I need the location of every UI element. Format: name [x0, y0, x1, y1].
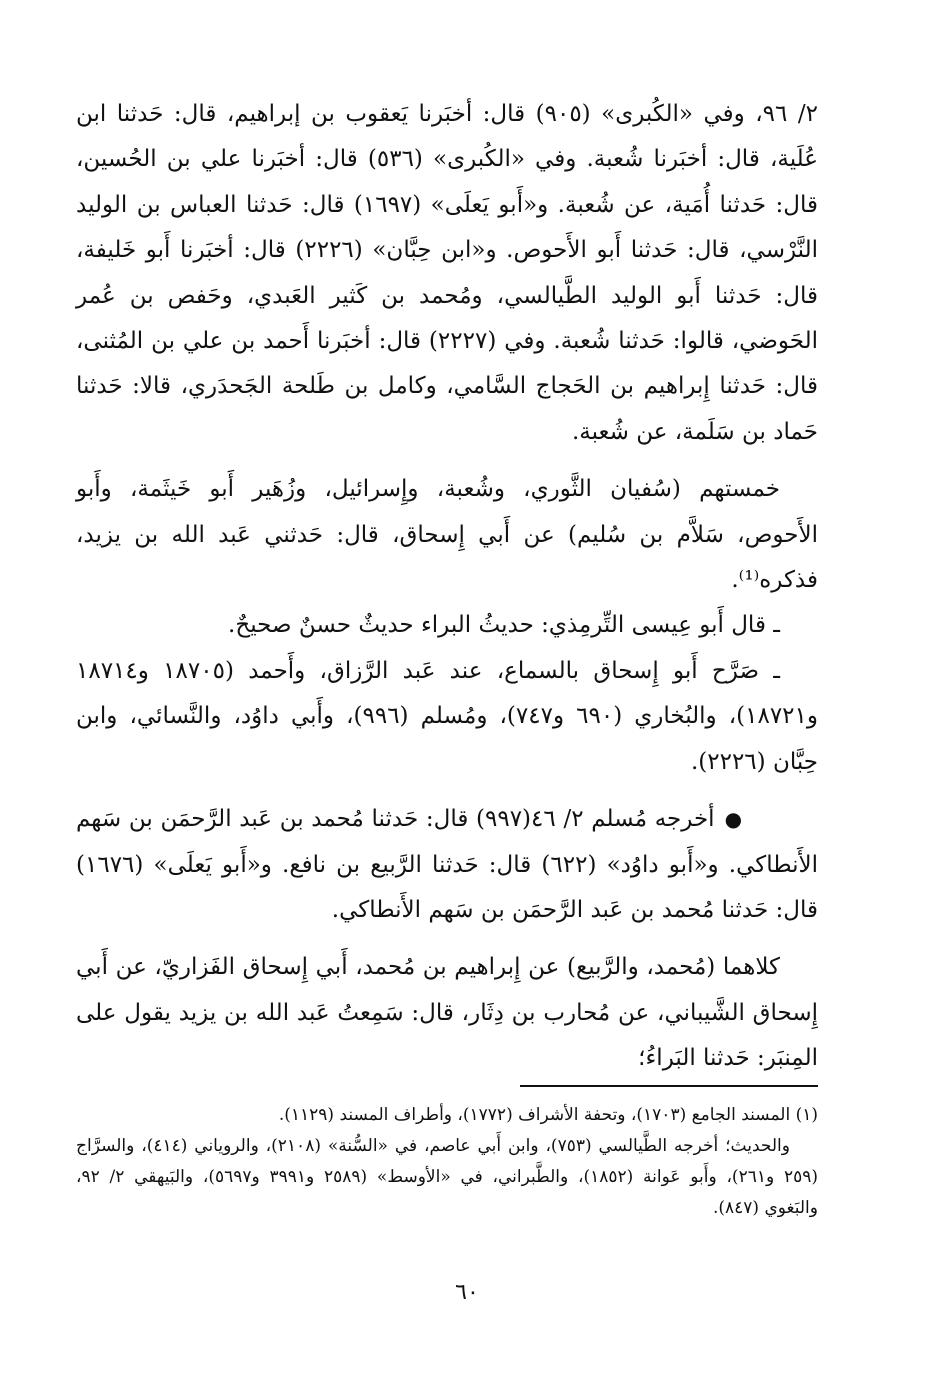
- paragraph-narrators: خمستهم (سُفيان الثَّوري، وشُعبة، وإِسرائيل، وزُهَير أَبو خَيثَمة، وأَبو الأَحوص، سَلاَّم بن سُليم) عن أَبي إِسحاق، قال: حَدثني عَبد الله بن يزيد، فذكره⁽¹⁾.: [76, 476, 818, 594]
- footnote-divider: [520, 1085, 818, 1087]
- paragraph-sama-note: ـ صَرَّح أَبو إِسحاق بالسماع، عند عَبد الرَّزاق، وأَحمد (١٨٧٠٥ و١٨٧١٤ و١٨٧٢١)، والبُخاري (٦٩٠ و٧٤٧)، ومُسلم (٩٩٦)، وأَبي داوُد، والنَّسائي، وابن حِبَّان (٢٢٢٦).: [76, 657, 818, 775]
- footnote-1: (١) المسند الجامع (١٧٠٣)، وتحفة الأشراف (١٧٧٢)، وأطراف المسند (١١٢٩).: [278, 1105, 818, 1125]
- paragraph-hadith-sources: ٢/ ٩٦، وفي «الكُبرى» (٩٠٥) قال: أخبَرنا يَعقوب بن إبراهيم، قال: حَدثنا ابن عُلَية، قال: أخبَرنا شُعبة. وفي «الكُبرى» (٥٣٦) قال: أخبَرنا علي بن الحُسين، قال: حَدثنا أُمَية، عن شُعبة. و«أَبو يَعلَى» (١٦٩٧) قال: حَدثنا العباس بن الوليد النَّرْسي، قال: حَدثنا أَبو الأَحوص. و«ابن حِبَّان» (٢٢٢٦) قال: أخبَرنا أَبو خَليفة، قال: حَدثنا أَبو الوليد الطَّيالسي، ومُحمد بن كَثير العَبدي، وحَفص بن عُمر الحَوضي، قالوا: حَدثنا شُعبة. وفي (٢٢٢٧) قال: أخبَرنا أَحمد بن علي بن المُثنى، قال: حَدثنا إِبراهيم بن الحَجاج السَّامي، وكامل بن طَلحة الجَحدَري، قالا: حَدثنا حَماد بن سَلَمة، عن شُعبة.: [76, 101, 819, 445]
- paragraph-tirmidhi-grade: ـ قال أَبو عِيسى التِّرمِذي: حديثُ البراء حديثٌ حسنٌ صحيحٌ.: [228, 612, 780, 639]
- paragraph-muslim-takhrij: [76, 797, 818, 933]
- main-text: [76, 92, 818, 1082]
- footnote-1-continuation: والحديث؛ أخرجه الطَّيالسي (٧٥٣)، وابن أَبي عاصم، في «السُّنة» (٢١٠٨)، والروياني (٤١٤)، والسرَّاج (٢٥٩ و٢٦١)، وأَبو عَوانة (١٨٥٢)، والطَّبراني، في «الأوسط» (٢٥٨٩ و٣٩٩١ و٥٦٩٧)، والبَيهقي ٢/ ٩٢، والبَغوي (٨٤٧).: [76, 1136, 818, 1218]
- bullet-icon: ●: [724, 807, 743, 832]
- footnotes: [76, 1100, 818, 1224]
- page-number: ٦٠: [455, 1280, 479, 1305]
- paragraph-muslim-text: أخرجه مُسلم ٢/ ٤٦(٩٩٧) قال: حَدثنا مُحمد بن عَبد الرَّحمَن بن سَهم الأَنطاكي. و«أَبو داوُد» (٦٢٢) قال: حَدثنا الرَّبيع بن نافع. و«أَبو يَعلَى» (١٦٧٦) قال: حَدثنا مُحمد بن عَبد الرَّحمَن بن سَهم الأَنطاكي.: [76, 806, 819, 923]
- paragraph-both-narrators: كلاهما (مُحمد، والرَّبيع) عن إِبراهيم بن مُحمد، أَبي إِسحاق الفَزاريّ، عن أَبي إِسحاق الشَّيباني، عن مُحارب بن دِثَار، قال: سَمِعتُ عَبد الله بن يزيد يقول على المِنبَر: حَدثنا البَراءُ؛: [76, 954, 818, 1072]
